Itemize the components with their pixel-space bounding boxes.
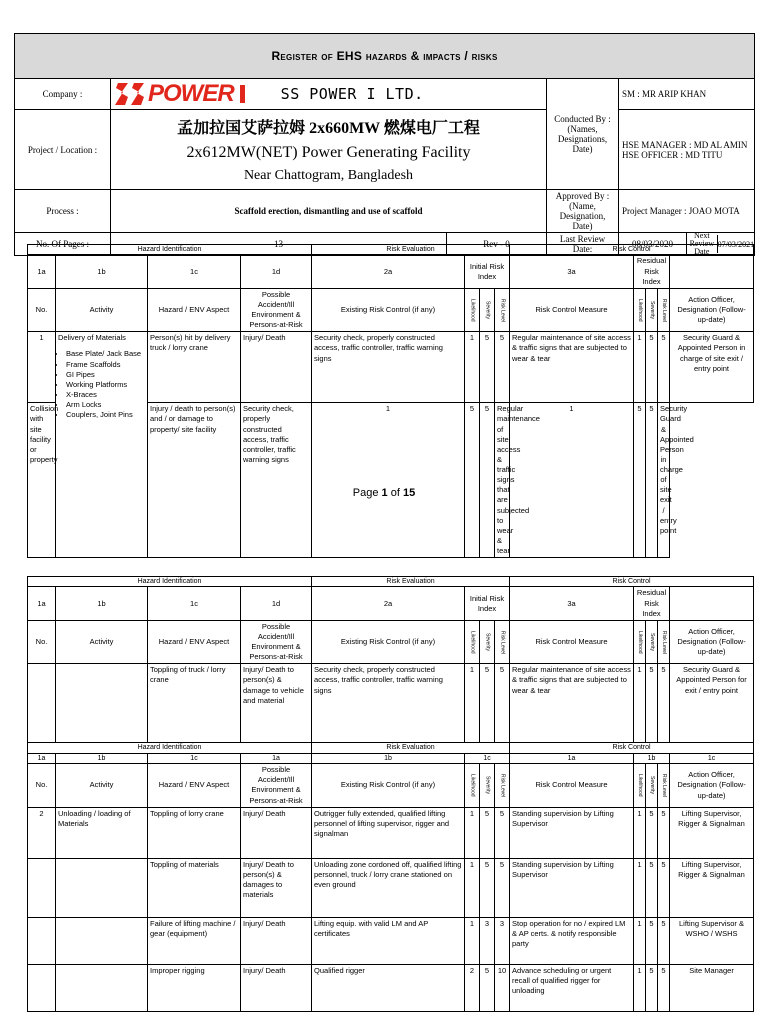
project-location: Near Chattogram, Bangladesh <box>243 168 414 183</box>
row-action-officer: Lifting Supervisor, Rigger & Signalman <box>670 807 754 858</box>
header-accident: Possible Accident/Ill Environment & Persons-at-Risk <box>241 620 312 664</box>
row-activity <box>56 917 148 964</box>
header-hazard: Hazard / ENV Aspect <box>148 620 241 664</box>
list-item: • X-Braces <box>66 390 145 400</box>
row-initial-severity: 3 <box>480 917 495 964</box>
hse-officer: HSE OFFICER : MD TITU <box>622 149 723 160</box>
section-risk-evaluation: Risk Evaluation <box>312 577 510 587</box>
header-likelihood: Likelihood <box>465 620 480 664</box>
row-residual-risk-level: 5 <box>658 858 670 917</box>
header-risk-level: Risk Level <box>495 620 510 664</box>
row-initial-severity: 5 <box>480 332 495 403</box>
row-initial-severity: 5 <box>465 403 480 558</box>
row-residual-risk-level: 5 <box>658 332 670 403</box>
row-accident: Injury/ Death <box>241 964 312 1011</box>
row-initial-risk-level: 5 <box>480 403 495 558</box>
row-residual-severity: 5 <box>646 332 658 403</box>
row-residual-severity: 5 <box>646 858 658 917</box>
header-no: No. <box>28 764 56 808</box>
row-control-measure: Standing supervision by Lifting Supervisor <box>510 858 634 917</box>
row-accident: Injury/ Death <box>241 332 312 403</box>
row-residual-risk-level: 5 <box>646 403 658 558</box>
header-severity: Severity <box>480 288 495 332</box>
company-label: Company : <box>15 79 111 110</box>
header-control-measure: Risk Control Measure <box>510 620 634 664</box>
header-residual-severity: Severity <box>646 620 658 664</box>
row-initial-severity: 5 <box>480 858 495 917</box>
row-initial-likelihood: 1 <box>465 917 480 964</box>
project-english-name: 2x612MW(NET) Power Generating Facility <box>186 144 471 161</box>
row-existing-control: Outrigger fully extended, qualified lifting personnel of lifting supervisor, rigger and signalman <box>312 807 465 858</box>
header-residual-severity: Severity <box>646 764 658 808</box>
ss-logo-icon <box>114 81 146 107</box>
project-cell <box>111 110 547 190</box>
row-initial-likelihood: 1 <box>465 664 480 743</box>
row-residual-risk-level: 5 <box>658 664 670 743</box>
col-id-1c: 1c <box>148 255 241 288</box>
next-review-label: Next Review Date <box>687 235 718 253</box>
header-existing-control: Existing Risk Control (if any) <box>312 764 465 808</box>
hse-manager: HSE MANAGER : MD AL AMIN <box>622 139 748 150</box>
row-control-measure: Regular maintenance of site access & traffic signs that are subjected to wear & tear <box>510 332 634 403</box>
header-severity: Severity <box>480 764 495 808</box>
table-row <box>28 858 754 917</box>
header-activity: Activity <box>56 288 148 332</box>
row-residual-likelihood: 1 <box>634 964 646 1011</box>
row-activity <box>56 664 148 743</box>
list-item: • Working Platforms <box>66 380 145 390</box>
row-residual-likelihood: 1 <box>634 664 646 743</box>
header-hazard: Hazard / ENV Aspect <box>148 764 241 808</box>
header-action-officer: Action Officer, Designation (Follow-up-date) <box>670 288 754 332</box>
row-accident: Injury/ Death to person(s) & damage to vehicle and material <box>241 664 312 743</box>
list-item: • Base Plate/ Jack Base <box>66 349 145 359</box>
page-number <box>0 487 768 499</box>
col-id-1a: 1a <box>28 255 56 288</box>
row-initial-likelihood: 1 <box>465 332 480 403</box>
section-risk-evaluation: Risk Evaluation <box>312 743 510 753</box>
row-hazard: Toppling of truck / lorry crane <box>148 664 241 743</box>
col-id-3a: 3a <box>510 255 634 288</box>
row-hazard: Toppling of materials <box>148 858 241 917</box>
row-initial-risk-level: 5 <box>495 807 510 858</box>
header-residual-risk-level: Risk Level <box>658 764 670 808</box>
row-initial-risk-level: 3 <box>495 917 510 964</box>
col-id-1a: 1a <box>241 753 312 763</box>
col-id-1b: 1b <box>56 255 148 288</box>
section-hazard-identification: Hazard Identification <box>28 743 312 753</box>
header-control-measure: Risk Control Measure <box>510 288 634 332</box>
header-residual-likelihood: Likelihood <box>634 288 646 332</box>
header-residual-risk-level: Risk Level <box>658 620 670 664</box>
col-id-3a: 3a <box>510 587 634 620</box>
row-action-officer: Lifting Supervisor & WSHO / WSHS <box>670 917 754 964</box>
project-manager: Project Manager : JOAO MOTA <box>619 190 755 233</box>
row-residual-severity: 5 <box>646 964 658 1011</box>
row-accident: Injury / death to person(s) and / or damage to property/ site facility <box>148 403 241 558</box>
row-initial-severity: 5 <box>480 964 495 1011</box>
row-control-measure: Regular maintenance of site access & traffic signs that are subjected to wear & tear <box>495 403 510 558</box>
section-hazard-identification: Hazard Identification <box>28 245 312 255</box>
header-no: No. <box>28 288 56 332</box>
header-likelihood: Likelihood <box>465 764 480 808</box>
row-existing-control: Security check, properly constructed access, traffic controller, traffic warning signs <box>312 664 465 743</box>
row-accident: Injury/ Death <box>241 807 312 858</box>
col-id-1b: 1b <box>56 587 148 620</box>
row-residual-risk-level: 5 <box>658 917 670 964</box>
row-residual-risk-level: 5 <box>658 807 670 858</box>
last-review-date: 08/03/2020 <box>619 233 687 256</box>
residual-risk-header: Residual Risk Index <box>634 255 670 288</box>
list-item: • GI Pipes <box>66 370 145 380</box>
page-current: 1 <box>381 487 388 499</box>
header-no: No. <box>28 620 56 664</box>
header-residual-severity: Severity <box>646 288 658 332</box>
header-likelihood: Likelihood <box>465 288 480 332</box>
section-risk-control: Risk Control <box>510 577 754 587</box>
row-existing-control: Unloading zone cordoned off, qualified lifting personnel, truck / lorry crane stationed on even ground <box>312 858 465 917</box>
header-activity: Activity <box>56 620 148 664</box>
table-row <box>28 917 754 964</box>
row-action-officer: Lifting Supervisor, Rigger & Signalman <box>670 858 754 917</box>
row-residual-likelihood: 1 <box>634 917 646 964</box>
row-action-officer: Security Guard & Appointed Person in charge of site exit / entry point <box>670 332 754 403</box>
document-title: Register of EHS hazards & impacts / risks <box>15 34 755 79</box>
header-existing-control: Existing Risk Control (if any) <box>312 620 465 664</box>
row-no: 1 <box>28 332 56 403</box>
section-risk-evaluation: Risk Evaluation <box>312 245 510 255</box>
row-hazard: Toppling of lorry crane <box>148 807 241 858</box>
row-hazard: Collision with site facility or property <box>28 403 56 558</box>
row-existing-control: Lifting equip. with valid LM and AP certificates <box>312 917 465 964</box>
col-id-1b: 1b <box>312 753 465 763</box>
header-risk-level: Risk Level <box>495 288 510 332</box>
row-initial-risk-level: 10 <box>495 964 510 1011</box>
company-cell <box>111 79 547 110</box>
row-accident: Injury/ Death <box>241 917 312 964</box>
col-id-1a: 1a <box>28 587 56 620</box>
row-no <box>28 664 56 743</box>
initial-risk-header: Initial Risk Index <box>465 255 510 288</box>
row-residual-severity: 5 <box>646 807 658 858</box>
list-item: • Frame Scaffolds <box>66 360 145 370</box>
col-id-1c: 1c <box>148 753 241 763</box>
col-id-1a: 1a <box>28 753 56 763</box>
header-residual-likelihood: Likelihood <box>634 620 646 664</box>
pages-label: No. Of Pages : <box>15 233 111 256</box>
col-id-1d: 1d <box>241 255 312 288</box>
row-control-measure: Advance scheduling or urgent recall of qualified rigger for unloading <box>510 964 634 1011</box>
row-residual-risk-level: 5 <box>658 964 670 1011</box>
list-item: • Arm Locks <box>66 400 145 410</box>
row-hazard: Improper rigging <box>148 964 241 1011</box>
header-accident: Possible Accident/Ill Environment & Persons-at-Risk <box>241 764 312 808</box>
row-residual-severity: 5 <box>634 403 646 558</box>
risk-table-page-1 <box>27 244 754 558</box>
header-residual-risk-level: Risk Level <box>658 288 670 332</box>
row-residual-likelihood: 1 <box>634 858 646 917</box>
project-chinese-name: 孟加拉国艾萨拉姆 2x660MW 燃煤电厂工程 <box>177 120 480 137</box>
row-action-officer: Site Manager <box>670 964 754 1011</box>
row-initial-risk-level: 5 <box>495 332 510 403</box>
section-risk-control: Risk Control <box>510 245 754 255</box>
row-residual-severity: 5 <box>646 664 658 743</box>
row-initial-likelihood: 1 <box>312 403 465 558</box>
header-activity: Activity <box>56 764 148 808</box>
row-initial-risk-level: 5 <box>495 664 510 743</box>
initial-risk-header: Initial Risk Index <box>465 587 510 620</box>
row-initial-likelihood: 1 <box>465 807 480 858</box>
col-id-1c: 1c <box>148 587 241 620</box>
col-id-1b: 1b <box>56 753 148 763</box>
next-review-date: 07/03/2021 <box>717 239 755 249</box>
col-id-1a: 1a <box>510 753 634 763</box>
section-risk-control: Risk Control <box>510 743 754 753</box>
header-action-officer: Action Officer, Designation (Follow-up-date) <box>670 620 754 664</box>
col-id-1c: 1c <box>670 753 754 763</box>
section-hazard-identification: Hazard Identification <box>28 577 312 587</box>
residual-risk-header: Residual Risk Index <box>634 587 670 620</box>
row-hazard: Failure of lifting machine / gear (equipment) <box>148 917 241 964</box>
row-action-officer: Security Guard & Appointed Person in charge of site exit / entry point <box>658 403 670 558</box>
project-label: Project / Location : <box>15 110 111 190</box>
header-existing-control: Existing Risk Control (if any) <box>312 288 465 332</box>
page-total: 15 <box>402 487 416 499</box>
table-row <box>28 807 754 858</box>
row-initial-severity: 5 <box>480 807 495 858</box>
process-value: Scaffold erection, dismantling and use of scaffold <box>111 190 547 233</box>
row-control-measure: Regular maintenance of site access & traffic signs that are subjected to wear & tear <box>510 664 634 743</box>
row-residual-severity: 5 <box>646 917 658 964</box>
row-no <box>28 964 56 1011</box>
pages-value: 13 <box>111 233 447 256</box>
row-residual-likelihood: 1 <box>634 332 646 403</box>
col-id-2a: 2a <box>312 255 465 288</box>
row-residual-likelihood: 1 <box>634 807 646 858</box>
col-id-2a: 2a <box>312 587 465 620</box>
conducted-by-label: Conducted By : (Names, Designations, Date) <box>547 79 619 190</box>
header-residual-likelihood: Likelihood <box>634 764 646 808</box>
row-initial-risk-level: 5 <box>495 858 510 917</box>
row-no <box>28 917 56 964</box>
row-activity: Unloading / loading of Materials <box>56 807 148 858</box>
col-id-blank <box>670 587 754 620</box>
col-id-1b: 1b <box>634 753 670 763</box>
page-of: of <box>387 487 403 499</box>
col-id-1d: 1d <box>241 587 312 620</box>
row-residual-likelihood: 1 <box>510 403 634 558</box>
header-severity: Severity <box>480 620 495 664</box>
row-activity: Delivery of Materials • Base Plate/ Jack Base • Frame Scaffolds • GI Pipes • Working Platforms • X-Braces • Arm Locks • Couplers, Joint Pins <box>56 332 148 558</box>
row-initial-likelihood: 2 <box>465 964 480 1011</box>
row-control-measure: Stop operation for no / expired LM & AP certs. & notify responsible party <box>510 917 634 964</box>
revision: Rev - 0 <box>447 233 547 256</box>
table-row <box>28 664 754 743</box>
col-id-blank <box>670 255 754 288</box>
sm-name: SM : MR ARIP KHAN <box>619 79 755 110</box>
header-action-officer: Action Officer, Designation (Follow-up-date) <box>670 764 754 808</box>
row-no: 2 <box>28 807 56 858</box>
row-hazard: Person(s) hit by delivery truck / lorry crane <box>148 332 241 403</box>
row-existing-control: Qualified rigger <box>312 964 465 1011</box>
header-risk-level: Risk Level <box>495 764 510 808</box>
table-row <box>28 964 754 1011</box>
company-name: SS POWER I LTD. <box>280 85 424 103</box>
row-initial-severity: 5 <box>480 664 495 743</box>
row-existing-control: Security check, properly constructed access, traffic controller, traffic warning signs <box>241 403 312 558</box>
hse-team-cell <box>619 110 755 190</box>
table-row <box>28 332 754 403</box>
last-review-label: Last Review Date: <box>547 233 619 256</box>
row-control-measure: Standing supervision by Lifting Supervisor <box>510 807 634 858</box>
row-activity <box>56 858 148 917</box>
row-action-officer: Security Guard & Appointed Person for exit / entry point <box>670 664 754 743</box>
col-id-1c: 1c <box>465 753 510 763</box>
header-control-measure: Risk Control Measure <box>510 764 634 808</box>
page-prefix: Page <box>352 487 382 499</box>
list-item: • Couplers, Joint Pins <box>66 410 145 420</box>
risk-table-page-2 <box>27 576 754 1012</box>
header-hazard: Hazard / ENV Aspect <box>148 288 241 332</box>
row-initial-likelihood: 1 <box>465 858 480 917</box>
process-label: Process : <box>15 190 111 233</box>
approved-by-label: Approved By : (Name, Designation, Date) <box>547 190 619 233</box>
row-existing-control: Security check, properly constructed access, traffic controller, traffic warning signs <box>312 332 465 403</box>
materials-list <box>58 349 145 420</box>
row-accident: Injury/ Death to person(s) & damages to materials <box>241 858 312 917</box>
header-accident: Possible Accident/Ill Environment & Persons-at-Risk <box>241 288 312 332</box>
company-logo <box>114 80 245 108</box>
register-header <box>14 33 755 256</box>
row-activity <box>56 964 148 1011</box>
logo-text: POWER <box>148 80 234 107</box>
row-no <box>28 858 56 917</box>
